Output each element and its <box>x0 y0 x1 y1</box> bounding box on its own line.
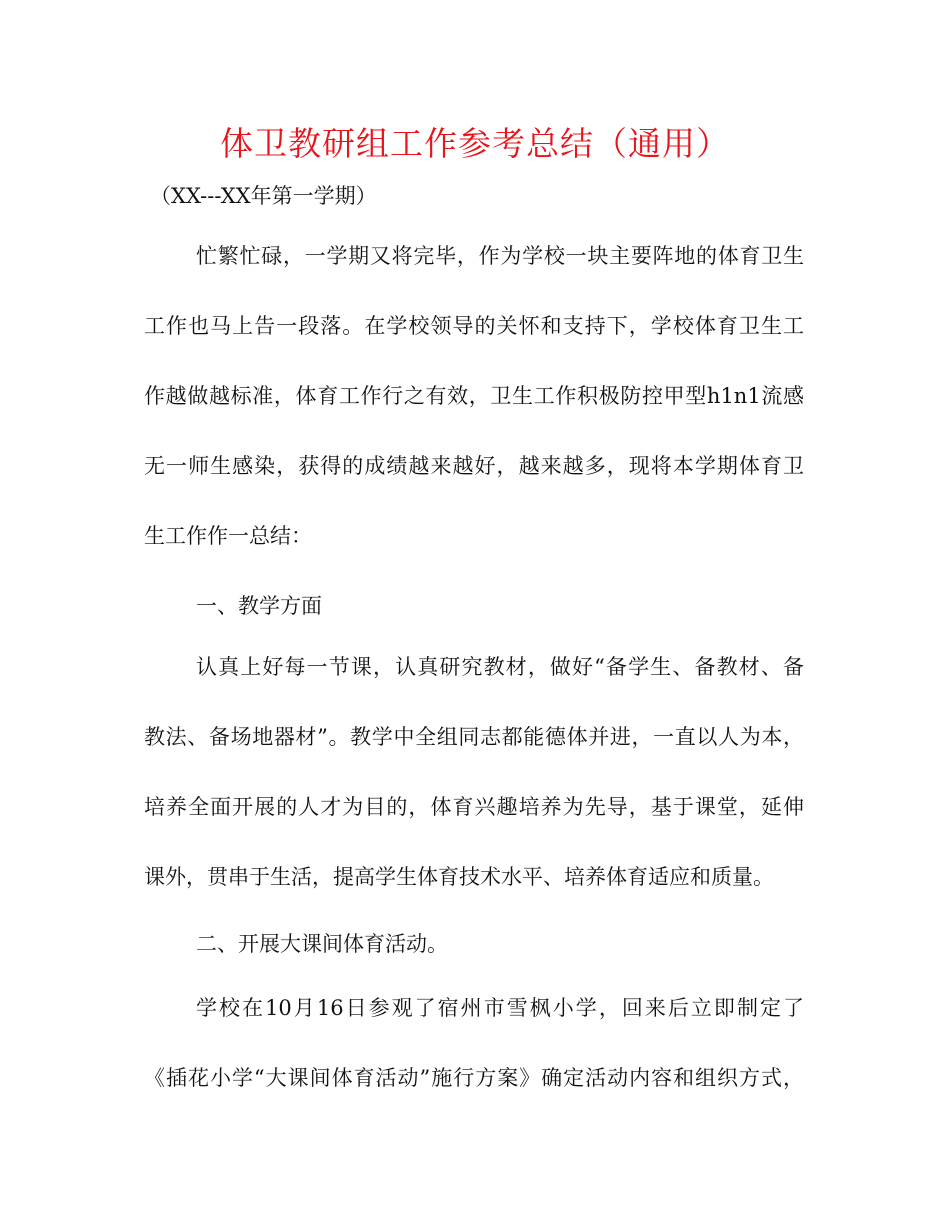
paragraph-line: 无一师生感染，获得的成绩越来越好，越来越多，现将本学期体育卫 <box>144 454 804 478</box>
paragraph-line: 作越做越标准，体育工作行之有效，卫生工作积极防控甲型h1n1流感 <box>144 384 804 408</box>
document-subtitle: （XX---XX年第一学期） <box>150 184 377 208</box>
document-title: 体卫教研组工作参考总结（通用） <box>220 124 730 163</box>
paragraph-line: 忙繁忙碌，一学期又将完毕，作为学校一块主要阵地的体育卫生 <box>196 244 804 268</box>
section-heading: 一、教学方面 <box>196 594 322 618</box>
paragraph-line: 生工作作一总结： <box>144 524 312 548</box>
paragraph-line: 《插花小学“大课间体育活动”施行方案》确定活动内容和组织方式， <box>144 1066 804 1090</box>
paragraph-line: 培养全面开展的人才为目的，体育兴趣培养为先导，基于课堂，延伸 <box>144 795 804 819</box>
section-heading: 二、开展大课间体育活动。 <box>196 932 448 956</box>
paragraph-line: 教法、备场地器材”。教学中全组同志都能德体并进，一直以人为本， <box>144 725 804 749</box>
paragraph-line: 学校在10月16日参观了宿州市雪枫小学，回来后立即制定了 <box>196 996 804 1020</box>
paragraph-line: 认真上好每一节课，认真研究教材，做好“备学生、备教材、备 <box>196 655 804 679</box>
paragraph-line: 工作也马上告一段落。在学校领导的关怀和支持下，学校体育卫生工 <box>144 314 804 338</box>
paragraph-line: 课外，贯串于生活，提高学生体育技术水平、培养体育适应和质量。 <box>144 865 774 889</box>
